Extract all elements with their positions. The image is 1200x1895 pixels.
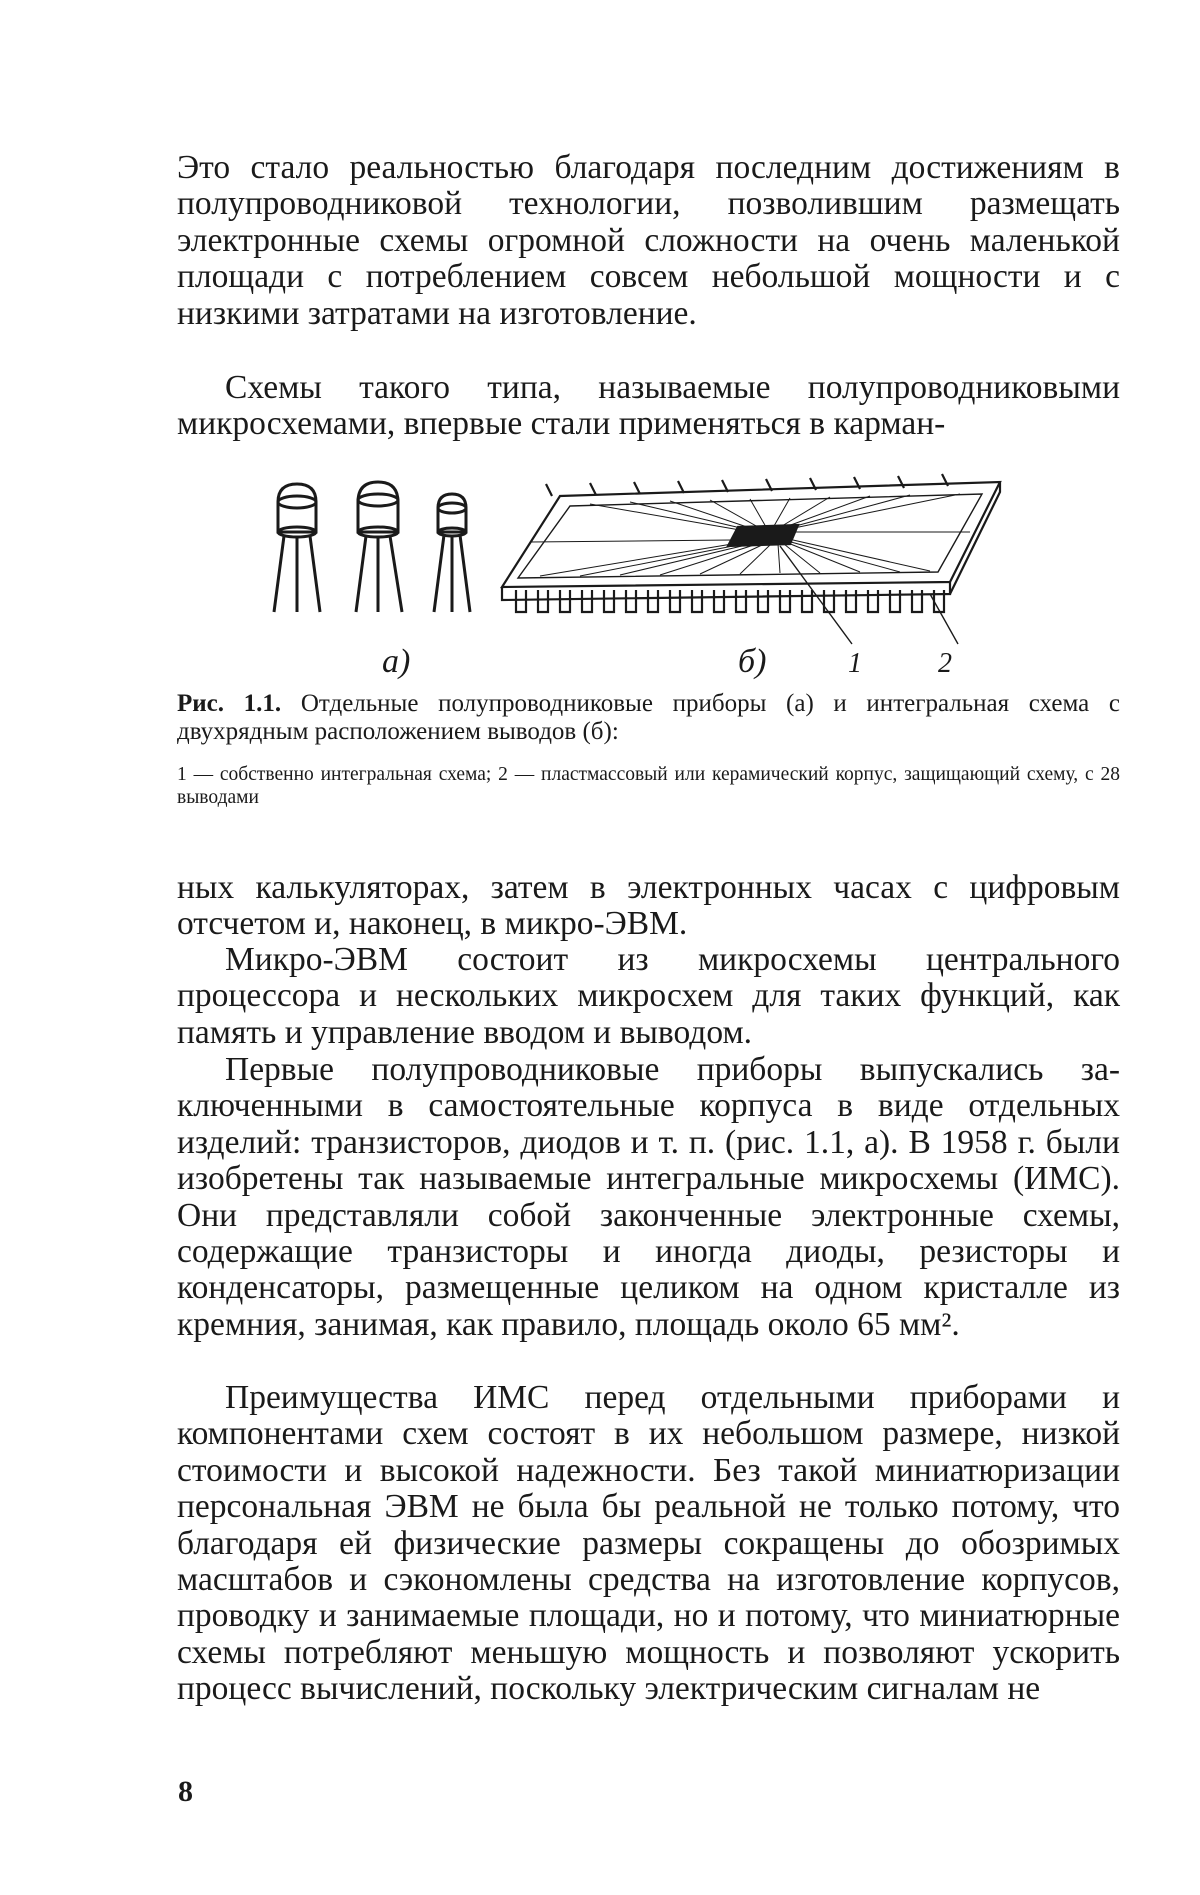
callout-2: 2 bbox=[938, 648, 952, 679]
page-number: 8 bbox=[178, 1775, 193, 1808]
transistor-1 bbox=[274, 484, 320, 612]
figure-drawing bbox=[270, 472, 1030, 690]
paragraph-2: Схемы такого типа, называемые полупроводниковыми микросхемами, впервые стали применяться в карман- bbox=[177, 369, 1120, 443]
discrete-transistors bbox=[274, 482, 470, 612]
transistor-3 bbox=[434, 494, 470, 612]
paragraph-1: Это стало реальностью благодаря последним достижениям в полупроводниковой технологии, позволившим размещать электронные схемы огромной сложности на очень маленькой площади с потреблением совсем небольшой мощности и с низкими затратами на изготовление. bbox=[177, 149, 1120, 332]
label-b: б) bbox=[738, 643, 767, 680]
paragraph-6: Преимущества ИМС перед отдельными приборами и компонентами схем состоят в их небольшом размере, низкой стоимости и высокой надежности. Без такой миниатюризации персональная ЭВМ не была бы реальной не только потому, что благодаря ей физические размеры сокращены до обозримых масштабов и сэкономлены средства на изготовление корпусов, проводку и занимаемые площади, но и потому, что миниатюрные схемы потребляют меньшую мощность и позволяют ускорить процесс вычислений, поскольку электрическим сигналам не bbox=[177, 1379, 1120, 1708]
paragraph-3: ных калькуляторах, затем в электронных часах с цифровым отсчетом и, наконец, в микро-ЭВМ. bbox=[177, 869, 1120, 943]
callout-1: 1 bbox=[848, 648, 862, 679]
figure-legend: 1 — собственно интегральная схема; 2 — пластмассовый или керамический корпус, защищающий схему, с 28 выводами bbox=[177, 764, 1120, 808]
figure-caption-label: Рис. 1.1. bbox=[177, 690, 282, 717]
dip-package bbox=[502, 474, 1000, 644]
paragraph-4: Микро-ЭВМ состоит из микросхемы центрального процессора и нескольких микросхем для таких функций, как память и управление вводом и выводом. bbox=[177, 941, 1120, 1051]
figure-caption-text: Отдельные полупроводниковые приборы (а) и интегральная схема с двухрядным расположением выводов (б): bbox=[177, 690, 1121, 745]
figure-1-1 bbox=[270, 472, 1030, 690]
paragraph-5: Первые полупроводниковые приборы выпускались заключенными в самостоятельные корпуса в виде отдельных изделий: транзисторов, диодов и т. п. (рис. 1.1, а). В 1958 г. были изобретены так называемые интегральные микросхемы (ИМС). Они представляли собой законченные электронные схемы, содержащие транзисторы и иногда диоды, резисторы и конденсаторы, размещенные целиком на одном кристалле из кремния, занимая, как правило, площадь около 65 мм². bbox=[177, 1051, 1120, 1343]
label-a: а) bbox=[382, 643, 411, 680]
figure-caption bbox=[177, 690, 1120, 746]
transistor-2 bbox=[356, 482, 402, 612]
